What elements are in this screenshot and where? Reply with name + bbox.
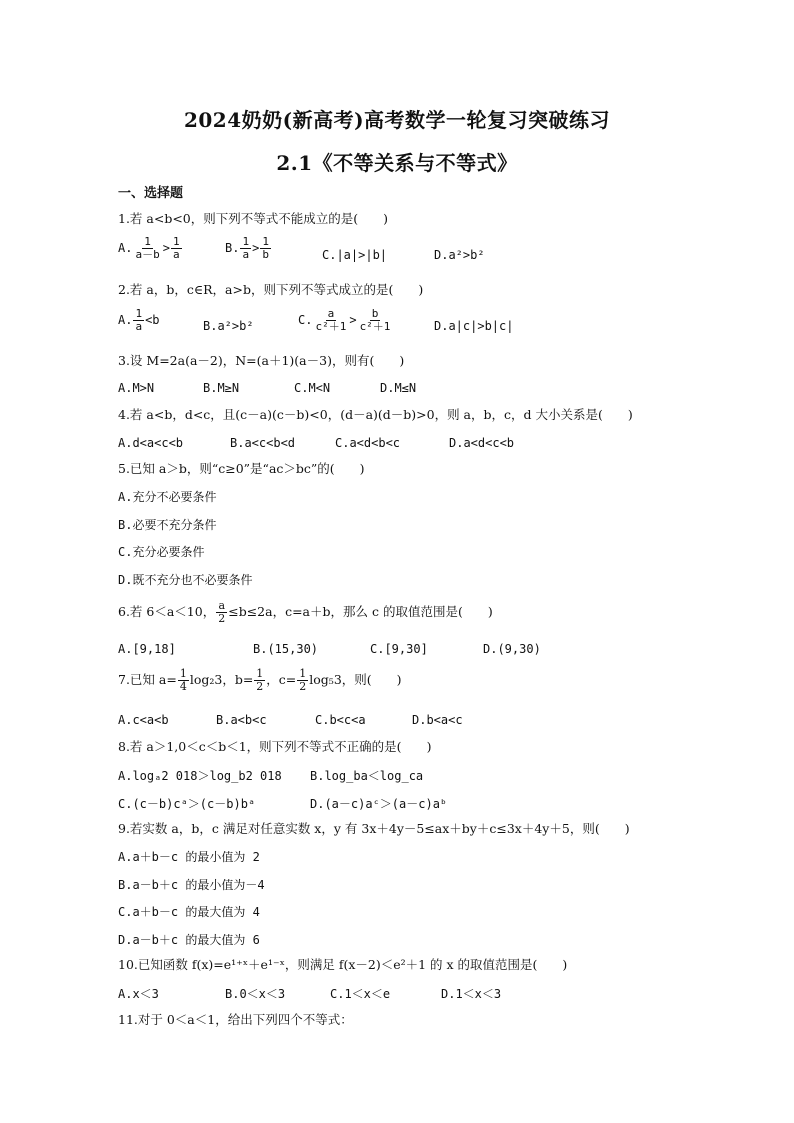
q8-option-d: D.(a－c)aᶜ＞(a－c)aᵇ (310, 797, 448, 811)
q3-option-c: C.M<N (294, 381, 331, 395)
question-9-stem: 9.若实数 a，b，c 满足对任意实数 x，y 有 3x＋4y－5≤ax＋by＋c≤3x＋4y＋5，则( ) (118, 821, 630, 836)
q10-option-b: B.0＜x＜3 (225, 987, 286, 1001)
q6-option-b: B.(15,30) (253, 642, 319, 656)
question-2-stem: 2.若 a，b，c∈R，a>b，则下列不等式成立的是( ) (118, 282, 424, 297)
question-8-stem: 8.若 a＞1,0＜c＜b＜1，则下列不等式不正确的是( ) (118, 739, 432, 754)
document-title: 2024奶奶(新高考)高考数学一轮复习突破练习 (183, 108, 611, 132)
q10-option-c: C.1＜x＜e (330, 987, 391, 1001)
question-3-stem: 3.设 M=2a(a－2)，N=(a＋1)(a－3)，则有( ) (118, 353, 405, 368)
q4-option-a: A.d<a<c<b (118, 436, 184, 450)
q9-option-d: D.a－b＋c 的最大值为 6 (118, 933, 260, 947)
q1-option-a: A. $\frac{1}{a-b}$ > $\frac{1}{a}$ (118, 235, 180, 261)
question-4-stem: 4.若 a<b，d<c，且(c－a)(c－b)<0，(d－a)(d－b)>0，则 a，b，c，d 大小关系是( ) (118, 407, 633, 422)
q6-option-c: C.[9,30] (370, 642, 428, 656)
q9-option-a: A.a＋b－c 的最小值为 2 (118, 850, 260, 864)
q1-option-d: D.a²>b² (434, 248, 485, 262)
q10-option-d: D.1＜x＜3 (441, 987, 502, 1001)
question-5-stem: 5.已知 a＞b，则“c≥0”是“ac＞bc”的( ) (118, 461, 365, 476)
q5-option-b: B.必要不充分条件 (118, 518, 217, 532)
q5-option-d: D.既不充分也不必要条件 (118, 573, 253, 587)
q6-option-a: A.[9,18] (118, 642, 176, 656)
q3-option-a: A.M>N (118, 381, 155, 395)
q3-option-b: B.M≥N (203, 381, 240, 395)
question-1-stem: 1.若 a<b<0，则下列不等式不能成立的是( ) (118, 211, 389, 226)
q8-option-b: B.log_ba＜log_ca (310, 769, 424, 783)
section-heading: 一、选择题 (118, 186, 184, 201)
q2-option-d: D.a|c|>b|c| (434, 319, 514, 333)
q10-option-a: A.x＜3 (118, 987, 159, 1001)
question-7-stem: 7.已知 a= $\frac{1}{4}$ log₂3，b= $\frac{1}{2}$ ，c= $\frac{1}{2}$ log₅3，则( ) (118, 667, 402, 693)
q4-option-c: C.a<d<b<c (335, 436, 401, 450)
q5-option-c: C.充分必要条件 (118, 545, 205, 559)
q7-option-c: C.b<c<a (315, 713, 366, 727)
q6-option-d: D.(9,30) (483, 642, 541, 656)
q5-option-a: A.充分不必要条件 (118, 490, 217, 504)
q2-option-a: A. $\frac{1}{a}$ <b (118, 307, 160, 333)
q2-option-b: B.a²>b² (203, 319, 254, 333)
q3-option-d: D.M≤N (380, 381, 417, 395)
q4-option-b: B.a<c<b<d (230, 436, 296, 450)
question-6-stem: 6.若 6＜a＜10， $\frac{a}{2}$ ≤b≤2a，c=a＋b，那么 c 的取值范围是( ) (118, 599, 493, 625)
document-subtitle: 2.1《不等关系与不等式》 (276, 151, 518, 175)
question-10-stem: 10.已知函数 f(x)=e¹⁺ˣ＋e¹⁻ˣ，则满足 f(x－2)＜e²＋1 的 x 的取值范围是( ) (118, 957, 568, 972)
q7-option-d: D.b<a<c (412, 713, 463, 727)
q2-option-c: C. $\frac{a}{\text{c²＋1}}$ > $\frac{b}{\text{c²＋1}}$ (298, 307, 391, 333)
q8-option-a: A.logₐ2 018＞log_b2 018 (118, 769, 282, 783)
q4-option-d: D.a<d<c<b (449, 436, 515, 450)
q1-option-c: C.|a|>|b| (322, 248, 388, 262)
q7-option-a: A.c<a<b (118, 713, 169, 727)
q1-option-b: B. $\frac{1}{a}$ > $\frac{1}{b}$ (225, 235, 269, 261)
q8-option-c: C.(c－b)cᵃ＞(c－b)bᵃ (118, 797, 256, 811)
q7-option-b: B.a<b<c (216, 713, 267, 727)
question-11-stem: 11.对于 0＜a＜1，给出下列四个不等式： (118, 1012, 353, 1027)
q9-option-b: B.a－b＋c 的最小值为－4 (118, 878, 265, 892)
q9-option-c: C.a＋b－c 的最大值为 4 (118, 905, 260, 919)
